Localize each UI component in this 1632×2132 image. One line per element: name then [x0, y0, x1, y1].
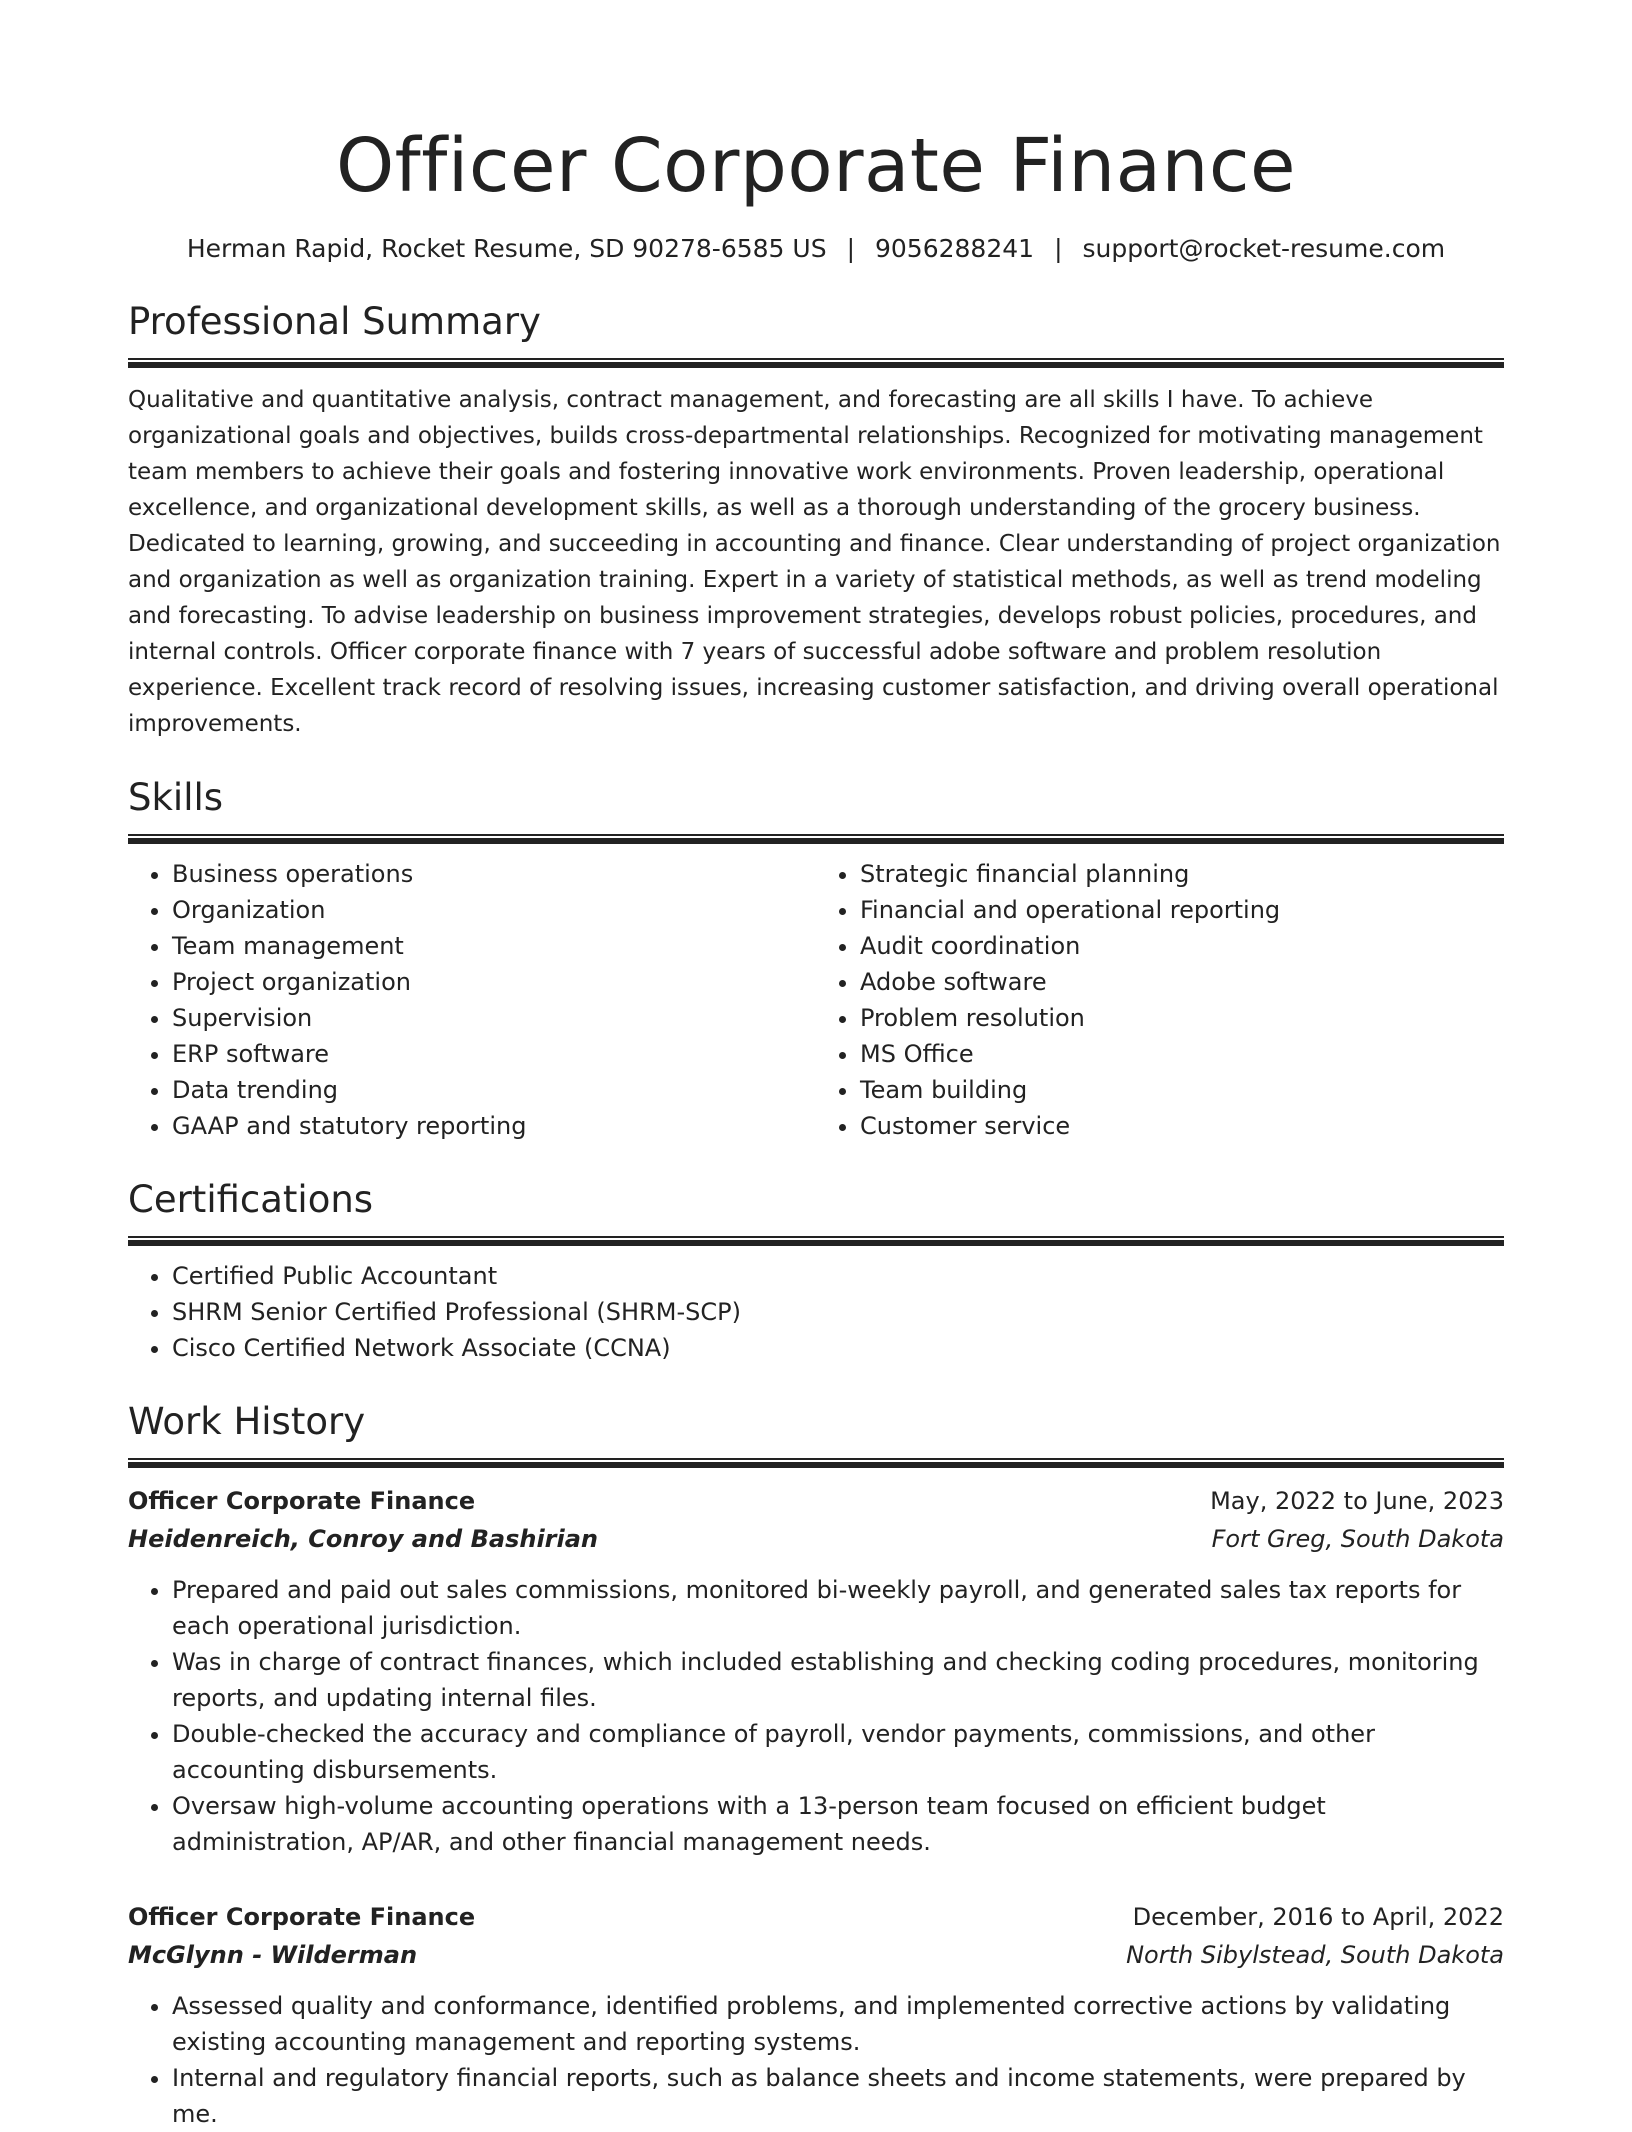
- contact-separator: |: [846, 234, 855, 263]
- contact-separator: |: [1054, 234, 1063, 263]
- resume-title: Officer Corporate Finance: [335, 123, 1297, 209]
- section-heading: Professional Summary: [128, 300, 541, 343]
- job-header-row: [128, 1482, 1504, 1520]
- job-title: Officer Corporate Finance: [128, 1487, 476, 1515]
- contact-line: [128, 232, 1504, 266]
- job-bullet: • Prepared and paid out sales commissions, monitored bi-weekly payroll, and generated sales tax reports for each operational jurisdiction.: [172, 1572, 1504, 1644]
- skill-item: • Supervision: [172, 1000, 816, 1036]
- skill-item: • Business operations: [172, 856, 816, 892]
- skill-item: • ERP software: [172, 1036, 816, 1072]
- skill-item: • MS Office: [860, 1036, 1504, 1072]
- job-entry: [128, 1482, 1504, 1860]
- skill-item: • Organization: [172, 892, 816, 928]
- job-bullet: • Internal and regulatory financial reports, such as balance sheets and income statements, were prepared by me.: [172, 2060, 1504, 2132]
- section-heading: Work History: [128, 1400, 366, 1443]
- job-header-row: [128, 1898, 1504, 1936]
- skill-item: • Data trending: [172, 1072, 816, 1108]
- professional-summary-section: [128, 300, 1504, 742]
- job-location: Fort Greg, South Dakota: [1211, 1525, 1504, 1553]
- job-bullet: • Oversaw high-volume accounting operations with a 13-person team focused on efficient budget administration, AP/AR, and other financial management needs.: [172, 1788, 1504, 1860]
- job-bullet: • Was in charge of contract finances, which included establishing and checking coding procedures, monitoring reports, and updating internal files.: [172, 1644, 1504, 1716]
- skill-item: • Team management: [172, 928, 816, 964]
- section-heading: Skills: [128, 776, 224, 819]
- job-dates: May, 2022 to June, 2023: [1210, 1487, 1504, 1515]
- job-company-row: [128, 1520, 1504, 1558]
- skill-item: • Strategic financial planning: [860, 856, 1504, 892]
- skill-item: • GAAP and statutory reporting: [172, 1108, 816, 1144]
- section-heading: Certifications: [128, 1178, 374, 1221]
- contact-email: support@rocket-resume.com: [1082, 234, 1446, 263]
- job-company: Heidenreich, Conroy and Bashirian: [128, 1525, 599, 1553]
- summary-text: Qualitative and quantitative analysis, contract management, and forecasting are all skills I have. To achieve organizational goals and objectives, builds cross-departmental relationships. Recognized for motivating management team members to achieve their goals and fostering innovative work environments. Proven leadership, operational excellence, and organizational development skills, as well as a thorough understanding of the grocery business. Dedicated to learning, growing, and succeeding in accounting and finance. Clear understanding of project organization and organization as well as organization training. Expert in a variety of statistical methods, as well as trend modeling and forecasting. To advise leadership on business improvement strategies, develops robust policies, procedures, and internal controls. Officer corporate finance with 7 years of successful adobe software and problem resolution experience. Excellent track record of resolving issues, increasing customer satisfaction, and driving overall operational improvements.: [128, 387, 1501, 737]
- job-entry: [128, 1898, 1504, 2132]
- job-company-row: [128, 1936, 1504, 1974]
- certification-item: • Cisco Certified Network Associate (CCNA): [172, 1330, 1504, 1366]
- job-title: Officer Corporate Finance: [128, 1903, 476, 1931]
- certification-item: • Certified Public Accountant: [172, 1258, 1504, 1294]
- job-bullets: [128, 1988, 1504, 2132]
- skill-item: • Financial and operational reporting: [860, 892, 1504, 928]
- certification-item: • SHRM Senior Certified Professional (SHRM-SCP): [172, 1294, 1504, 1330]
- skill-item: • Team building: [860, 1072, 1504, 1108]
- job-company: McGlynn - Wilderman: [128, 1941, 418, 1969]
- skill-item: • Problem resolution: [860, 1000, 1504, 1036]
- contact-phone: 9056288241: [875, 234, 1035, 263]
- skill-item: • Project organization: [172, 964, 816, 1000]
- certifications-section: [128, 1178, 1504, 1366]
- job-bullet: • Double-checked the accuracy and compliance of payroll, vendor payments, commissions, and other accounting disbursements.: [172, 1716, 1504, 1788]
- skills-columns: [128, 856, 1504, 1144]
- job-location: North Sibylstead, South Dakota: [1126, 1941, 1504, 1969]
- certifications-list: [128, 1258, 1504, 1366]
- section-divider: [128, 1458, 1504, 1468]
- job-bullet: • Assessed quality and conformance, identified problems, and implemented corrective actions by validating existing accounting management and reporting systems.: [172, 1988, 1504, 2060]
- job-dates: December, 2016 to April, 2022: [1132, 1903, 1504, 1931]
- skill-item: • Audit coordination: [860, 928, 1504, 964]
- contact-address: Herman Rapid, Rocket Resume, SD 90278-6585 US: [186, 234, 827, 263]
- work-history-section: [128, 1400, 1504, 2132]
- section-divider: [128, 358, 1504, 368]
- skills-section: [128, 776, 1504, 1144]
- skills-list-right: [816, 856, 1504, 1144]
- section-divider: [128, 1236, 1504, 1246]
- job-bullets: [128, 1572, 1504, 1860]
- skill-item: • Customer service: [860, 1108, 1504, 1144]
- section-divider: [128, 834, 1504, 844]
- skills-list-left: [128, 856, 816, 1144]
- skill-item: • Adobe software: [860, 964, 1504, 1000]
